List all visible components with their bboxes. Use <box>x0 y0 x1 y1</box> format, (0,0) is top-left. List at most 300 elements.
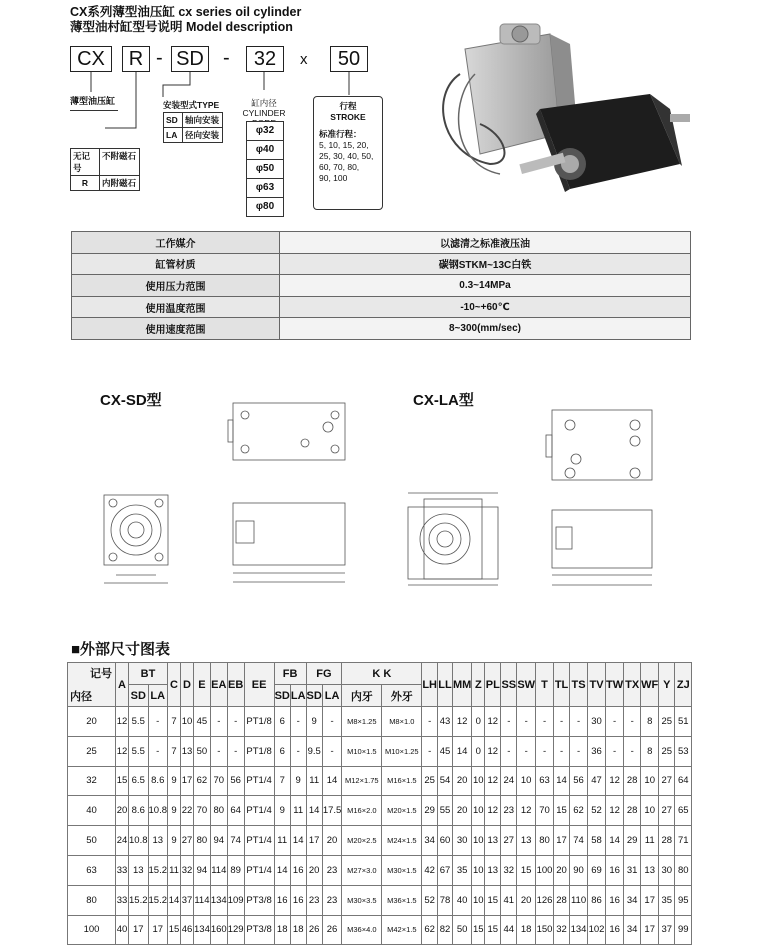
table-cell: 34 <box>422 826 438 856</box>
table-cell: 45 <box>194 707 211 737</box>
magnet-none-text: 不附磁石 <box>99 149 138 175</box>
table-cell: 80 <box>68 885 116 915</box>
table-cell: 14 <box>322 766 342 796</box>
table-cell: PT1/4 <box>244 826 274 856</box>
spec-value: 8~300(mm/sec) <box>280 318 691 340</box>
table-cell: 15 <box>485 915 501 945</box>
table-cell: - <box>148 736 168 766</box>
header-ZJ: ZJ <box>675 663 692 707</box>
table-cell: 16 <box>290 855 306 885</box>
table-cell: 50 <box>194 736 211 766</box>
spec-value: 以滤清之标准液压油 <box>280 232 691 254</box>
table-cell: 160 <box>210 915 227 945</box>
table-cell: 11 <box>306 766 322 796</box>
table-cell: 10 <box>472 796 485 826</box>
table-cell: 9 <box>274 796 290 826</box>
header-E: E <box>194 663 211 707</box>
table-cell: 14 <box>554 766 570 796</box>
table-cell: 14 <box>606 826 624 856</box>
table-cell: 65 <box>675 796 692 826</box>
table-cell: 8 <box>641 736 659 766</box>
table-cell: 29 <box>624 826 641 856</box>
product-photo <box>420 14 720 204</box>
table-cell: 11 <box>274 826 290 856</box>
header-EB: EB <box>227 663 244 707</box>
table-cell: 34 <box>624 885 641 915</box>
table-cell: 23 <box>306 885 322 915</box>
table-cell: 80 <box>194 826 211 856</box>
table-cell: 82 <box>437 915 452 945</box>
header-T: T <box>536 663 554 707</box>
table-cell: 17 <box>181 766 194 796</box>
header-D: D <box>181 663 194 707</box>
table-cell: 16 <box>606 885 624 915</box>
table-cell: 35 <box>452 855 471 885</box>
table-row <box>68 796 692 826</box>
header-FB-LA: LA <box>290 685 306 707</box>
bore-title-cn: 缸内径 <box>251 98 277 108</box>
bore-item: φ32 <box>255 125 275 136</box>
table-cell: - <box>570 707 588 737</box>
header-A: A <box>116 663 129 707</box>
bore-list <box>246 121 284 217</box>
table-cell: 33 <box>116 855 129 885</box>
model-series: CX <box>70 46 112 72</box>
table-cell: 18 <box>517 915 536 945</box>
table-cell: 10 <box>181 707 194 737</box>
table-cell: M10×1.5 <box>342 736 382 766</box>
table-cell: - <box>290 736 306 766</box>
header-Z: Z <box>472 663 485 707</box>
table-row <box>68 826 692 856</box>
header-SS: SS <box>501 663 517 707</box>
table-cell: 17 <box>148 915 168 945</box>
type-table <box>163 112 223 143</box>
table-cell: 20 <box>517 885 536 915</box>
table-cell: 129 <box>227 915 244 945</box>
table-cell: PT3/8 <box>244 885 274 915</box>
table-cell: 94 <box>210 826 227 856</box>
table-cell: 14 <box>274 855 290 885</box>
header-TX: TX <box>624 663 641 707</box>
table-cell: 16 <box>290 885 306 915</box>
table-cell: 20 <box>116 796 129 826</box>
table-cell: 40 <box>452 885 471 915</box>
table-cell: 69 <box>588 855 606 885</box>
table-cell: 78 <box>437 885 452 915</box>
table-cell: 15 <box>485 885 501 915</box>
table-cell: 15.2 <box>148 855 168 885</box>
table-row <box>68 736 692 766</box>
table-cell: 11 <box>641 826 659 856</box>
table-cell: 18 <box>274 915 290 945</box>
table-cell: 20 <box>306 855 322 885</box>
table-cell: 17 <box>641 915 659 945</box>
table-cell: 134 <box>570 915 588 945</box>
model-magnet: R <box>122 46 150 72</box>
table-row <box>68 855 692 885</box>
header-BT: BT <box>129 663 168 685</box>
table-cell: 7 <box>168 736 181 766</box>
table-cell: 13 <box>517 826 536 856</box>
table-cell: 35 <box>659 885 675 915</box>
table-cell: 70 <box>210 766 227 796</box>
table-cell: 9 <box>290 766 306 796</box>
table-cell: 32 <box>554 915 570 945</box>
table-cell: 10 <box>472 855 485 885</box>
spec-row <box>72 318 691 340</box>
table-cell: M30×1.5 <box>382 855 422 885</box>
spec-row <box>72 275 691 297</box>
table-cell: 18 <box>290 915 306 945</box>
table-cell: 28 <box>554 885 570 915</box>
table-cell: 9 <box>168 826 181 856</box>
table-cell: 13 <box>148 826 168 856</box>
table-cell: 70 <box>536 796 554 826</box>
table-cell: 95 <box>675 885 692 915</box>
table-cell: 55 <box>437 796 452 826</box>
table-cell: 56 <box>570 766 588 796</box>
table-cell: 12 <box>517 796 536 826</box>
table-cell: 34 <box>624 915 641 945</box>
table-cell: 7 <box>274 766 290 796</box>
table-cell: 114 <box>210 855 227 885</box>
table-cell: - <box>501 707 517 737</box>
table-cell: M20×2.5 <box>342 826 382 856</box>
table-cell: 14 <box>306 796 322 826</box>
stroke-values-4: 90, 100 <box>319 173 348 183</box>
table-cell: PT3/8 <box>244 915 274 945</box>
table-cell: 33 <box>116 885 129 915</box>
table-row <box>68 915 692 945</box>
table-cell: 74 <box>570 826 588 856</box>
table-cell: 17 <box>641 885 659 915</box>
spec-label: 缸管材质 <box>72 253 280 275</box>
table-cell: 15 <box>554 796 570 826</box>
spec-label: 工作媒介 <box>72 232 280 254</box>
table-cell: 53 <box>675 736 692 766</box>
table-cell: 32 <box>68 766 116 796</box>
table-cell: 40 <box>116 915 129 945</box>
table-cell: 31 <box>624 855 641 885</box>
header-EA: EA <box>210 663 227 707</box>
table-row <box>68 707 692 737</box>
table-cell: 12 <box>485 796 501 826</box>
table-cell: 9 <box>168 796 181 826</box>
table-cell: - <box>536 736 554 766</box>
table-cell: 109 <box>227 885 244 915</box>
table-cell: 26 <box>306 915 322 945</box>
model-stroke: 50 <box>330 46 368 72</box>
table-cell: M8×1.25 <box>342 707 382 737</box>
table-cell: 27 <box>181 826 194 856</box>
stroke-box <box>313 96 383 210</box>
table-cell: - <box>624 736 641 766</box>
table-cell: 44 <box>501 915 517 945</box>
table-cell: - <box>501 736 517 766</box>
header-BT-LA: LA <box>148 685 168 707</box>
table-cell: - <box>606 707 624 737</box>
table-cell: 20 <box>452 766 471 796</box>
table-cell: 24 <box>116 826 129 856</box>
table-cell: 5.5 <box>129 736 149 766</box>
table-cell: 8 <box>641 707 659 737</box>
table-cell: 28 <box>659 826 675 856</box>
table-cell: 11 <box>290 796 306 826</box>
table-cell: 12 <box>485 707 501 737</box>
table-cell: 14 <box>452 736 471 766</box>
table-cell: 27 <box>501 826 517 856</box>
table-cell: 12 <box>485 766 501 796</box>
table-cell: 12 <box>116 736 129 766</box>
header-KK-outer: 外牙 <box>382 685 422 707</box>
table-cell: 10.8 <box>148 796 168 826</box>
table-cell: - <box>210 736 227 766</box>
table-cell: 64 <box>675 766 692 796</box>
header-EE: EE <box>244 663 274 707</box>
table-cell: 80 <box>536 826 554 856</box>
table-cell: 100 <box>536 855 554 885</box>
table-cell: 23 <box>322 885 342 915</box>
table-row <box>68 766 692 796</box>
table-cell: 46 <box>181 915 194 945</box>
table-cell: 25 <box>68 736 116 766</box>
table-cell: 20 <box>68 707 116 737</box>
table-cell: 25 <box>422 766 438 796</box>
table-cell: 29 <box>422 796 438 826</box>
sd-drawing-title: CX-SD型 <box>100 392 162 409</box>
table-cell: - <box>290 707 306 737</box>
stroke-values-3: 60, 70, 80, <box>319 162 360 172</box>
table-cell: - <box>210 707 227 737</box>
table-cell: M30×3.5 <box>342 885 382 915</box>
table-cell: 89 <box>227 855 244 885</box>
table-cell: 6 <box>274 707 290 737</box>
table-cell: 67 <box>437 855 452 885</box>
table-cell: 37 <box>181 885 194 915</box>
table-cell: 56 <box>227 766 244 796</box>
table-cell: - <box>517 707 536 737</box>
table-cell: - <box>148 707 168 737</box>
header-TW: TW <box>606 663 624 707</box>
table-cell: 25 <box>659 707 675 737</box>
table-cell: 5.5 <box>129 707 149 737</box>
thin-cylinder-label: 薄型油压缸 <box>70 93 118 111</box>
table-cell: - <box>554 707 570 737</box>
table-cell: 41 <box>501 885 517 915</box>
table-cell: 13 <box>129 855 149 885</box>
table-cell: PT1/4 <box>244 855 274 885</box>
sd-code: SD <box>166 115 178 125</box>
header-FG: FG <box>306 663 342 685</box>
table-cell: 12 <box>606 796 624 826</box>
header-Y: Y <box>659 663 675 707</box>
table-cell: 10 <box>472 885 485 915</box>
table-cell: 13 <box>641 855 659 885</box>
header-SW: SW <box>517 663 536 707</box>
table-cell: PT1/4 <box>244 766 274 796</box>
table-cell: 126 <box>536 885 554 915</box>
table-cell: 9 <box>168 766 181 796</box>
table-cell: 0 <box>472 736 485 766</box>
header-FG-SD: SD <box>306 685 322 707</box>
table-cell: 23 <box>322 855 342 885</box>
table-cell: 6 <box>274 736 290 766</box>
table-cell: M8×1.0 <box>382 707 422 737</box>
table-cell: 12 <box>116 707 129 737</box>
table-cell: 12 <box>452 707 471 737</box>
model-x: x <box>300 51 308 68</box>
table-cell: 99 <box>675 915 692 945</box>
spec-label: 使用温度范围 <box>72 296 280 318</box>
table-cell: 13 <box>181 736 194 766</box>
stroke-title-cn: 行程 <box>339 101 357 111</box>
table-cell: 102 <box>588 915 606 945</box>
table-cell: 40 <box>68 796 116 826</box>
table-cell: 58 <box>588 826 606 856</box>
bore-title-en: CYLINDER <box>242 108 286 118</box>
header-KK-inner: 内牙 <box>342 685 382 707</box>
table-cell: 15 <box>517 855 536 885</box>
header-MM: MM <box>452 663 471 707</box>
type-title: 安装型式TYPE <box>163 100 220 110</box>
bore-item: φ63 <box>255 182 275 193</box>
table-cell: 8.6 <box>148 766 168 796</box>
table-cell: 52 <box>588 796 606 826</box>
magnet-r-code: R <box>81 178 89 188</box>
table-cell: M36×1.5 <box>382 885 422 915</box>
spec-row <box>72 296 691 318</box>
table-cell: 25 <box>659 736 675 766</box>
header-TV: TV <box>588 663 606 707</box>
table-cell: 150 <box>536 915 554 945</box>
table-cell: PT1/8 <box>244 736 274 766</box>
table-cell: 63 <box>68 855 116 885</box>
table-cell: - <box>536 707 554 737</box>
table-cell: 80 <box>210 796 227 826</box>
table-cell: M36×4.0 <box>342 915 382 945</box>
table-cell: 28 <box>624 796 641 826</box>
title-line-1: CX系列薄型油压缸 cx series oil cylinder <box>70 5 302 19</box>
table-cell: 15 <box>168 915 181 945</box>
table-cell: 62 <box>422 915 438 945</box>
spec-row <box>72 232 691 254</box>
table-cell: M10×1.25 <box>382 736 422 766</box>
table-cell: 13 <box>485 855 501 885</box>
table-cell: 20 <box>554 855 570 885</box>
table-cell: 54 <box>437 766 452 796</box>
table-cell: 60 <box>437 826 452 856</box>
model-bore: 32 <box>246 46 284 72</box>
table-cell: 27 <box>659 766 675 796</box>
table-cell: - <box>554 736 570 766</box>
dims-title: ■外部尺寸图表 <box>71 641 171 658</box>
table-cell: 6.5 <box>129 766 149 796</box>
table-cell: - <box>322 736 342 766</box>
table-cell: 10 <box>641 766 659 796</box>
table-cell: 16 <box>274 885 290 915</box>
table-cell: 51 <box>675 707 692 737</box>
table-cell: 11 <box>168 855 181 885</box>
table-cell: 7 <box>168 707 181 737</box>
header-FG-LA: LA <box>322 685 342 707</box>
spec-value: 0.3~14MPa <box>280 275 691 297</box>
table-cell: 45 <box>437 736 452 766</box>
model-sep-1: - <box>156 47 163 69</box>
table-cell: 14 <box>168 885 181 915</box>
spec-value: 碳钢STKM~13C白铁 <box>280 253 691 275</box>
table-cell: - <box>227 707 244 737</box>
table-cell: 36 <box>588 736 606 766</box>
table-cell: 30 <box>588 707 606 737</box>
table-cell: 15.2 <box>129 885 149 915</box>
table-cell: 9.5 <box>306 736 322 766</box>
magnet-r-text: 内附磁石 <box>99 176 138 190</box>
header-KK: K K <box>342 663 422 685</box>
table-cell: 13 <box>485 826 501 856</box>
table-cell: - <box>517 736 536 766</box>
table-cell: 9 <box>306 707 322 737</box>
table-cell: 8.6 <box>129 796 149 826</box>
header-LH: LH <box>422 663 438 707</box>
dimension-table <box>67 662 692 945</box>
table-cell: M16×2.0 <box>342 796 382 826</box>
table-cell: 43 <box>437 707 452 737</box>
table-cell: 14 <box>290 826 306 856</box>
spec-row <box>72 253 691 275</box>
table-cell: 20 <box>322 826 342 856</box>
table-cell: - <box>606 736 624 766</box>
table-cell: - <box>570 736 588 766</box>
bore-item: φ80 <box>255 201 275 212</box>
table-cell: 16 <box>606 915 624 945</box>
header-TL: TL <box>554 663 570 707</box>
table-cell: 0 <box>472 707 485 737</box>
title-line-2: 薄型油村缸型号说明 Model description <box>70 20 293 34</box>
spec-label: 使用速度范围 <box>72 318 280 340</box>
header-C: C <box>168 663 181 707</box>
table-cell: 10 <box>472 826 485 856</box>
model-sep-2: - <box>223 47 230 69</box>
spec-table <box>71 231 691 340</box>
table-cell: 12 <box>485 736 501 766</box>
bore-item: φ50 <box>255 163 275 174</box>
sd-text: 轴向安装 <box>182 113 221 127</box>
table-cell: 50 <box>452 915 471 945</box>
table-cell: M16×1.5 <box>382 766 422 796</box>
header-TS: TS <box>570 663 588 707</box>
magnet-table <box>70 148 140 191</box>
table-cell: - <box>322 707 342 737</box>
header-LL: LL <box>437 663 452 707</box>
header-code: 记号 <box>90 668 112 680</box>
header-BT-SD: SD <box>129 685 149 707</box>
table-cell: 28 <box>624 766 641 796</box>
table-cell: 17 <box>306 826 322 856</box>
bore-item: φ40 <box>255 144 275 155</box>
table-cell: 30 <box>452 826 471 856</box>
table-cell: M24×1.5 <box>382 826 422 856</box>
spec-value: -10~+60℃ <box>280 296 691 318</box>
header-WF: WF <box>641 663 659 707</box>
table-cell: 32 <box>181 855 194 885</box>
table-cell: 10 <box>517 766 536 796</box>
table-cell: 15.2 <box>148 885 168 915</box>
table-cell: 80 <box>675 855 692 885</box>
table-cell: 32 <box>501 855 517 885</box>
table-cell: PT1/8 <box>244 707 274 737</box>
table-cell: 62 <box>570 796 588 826</box>
